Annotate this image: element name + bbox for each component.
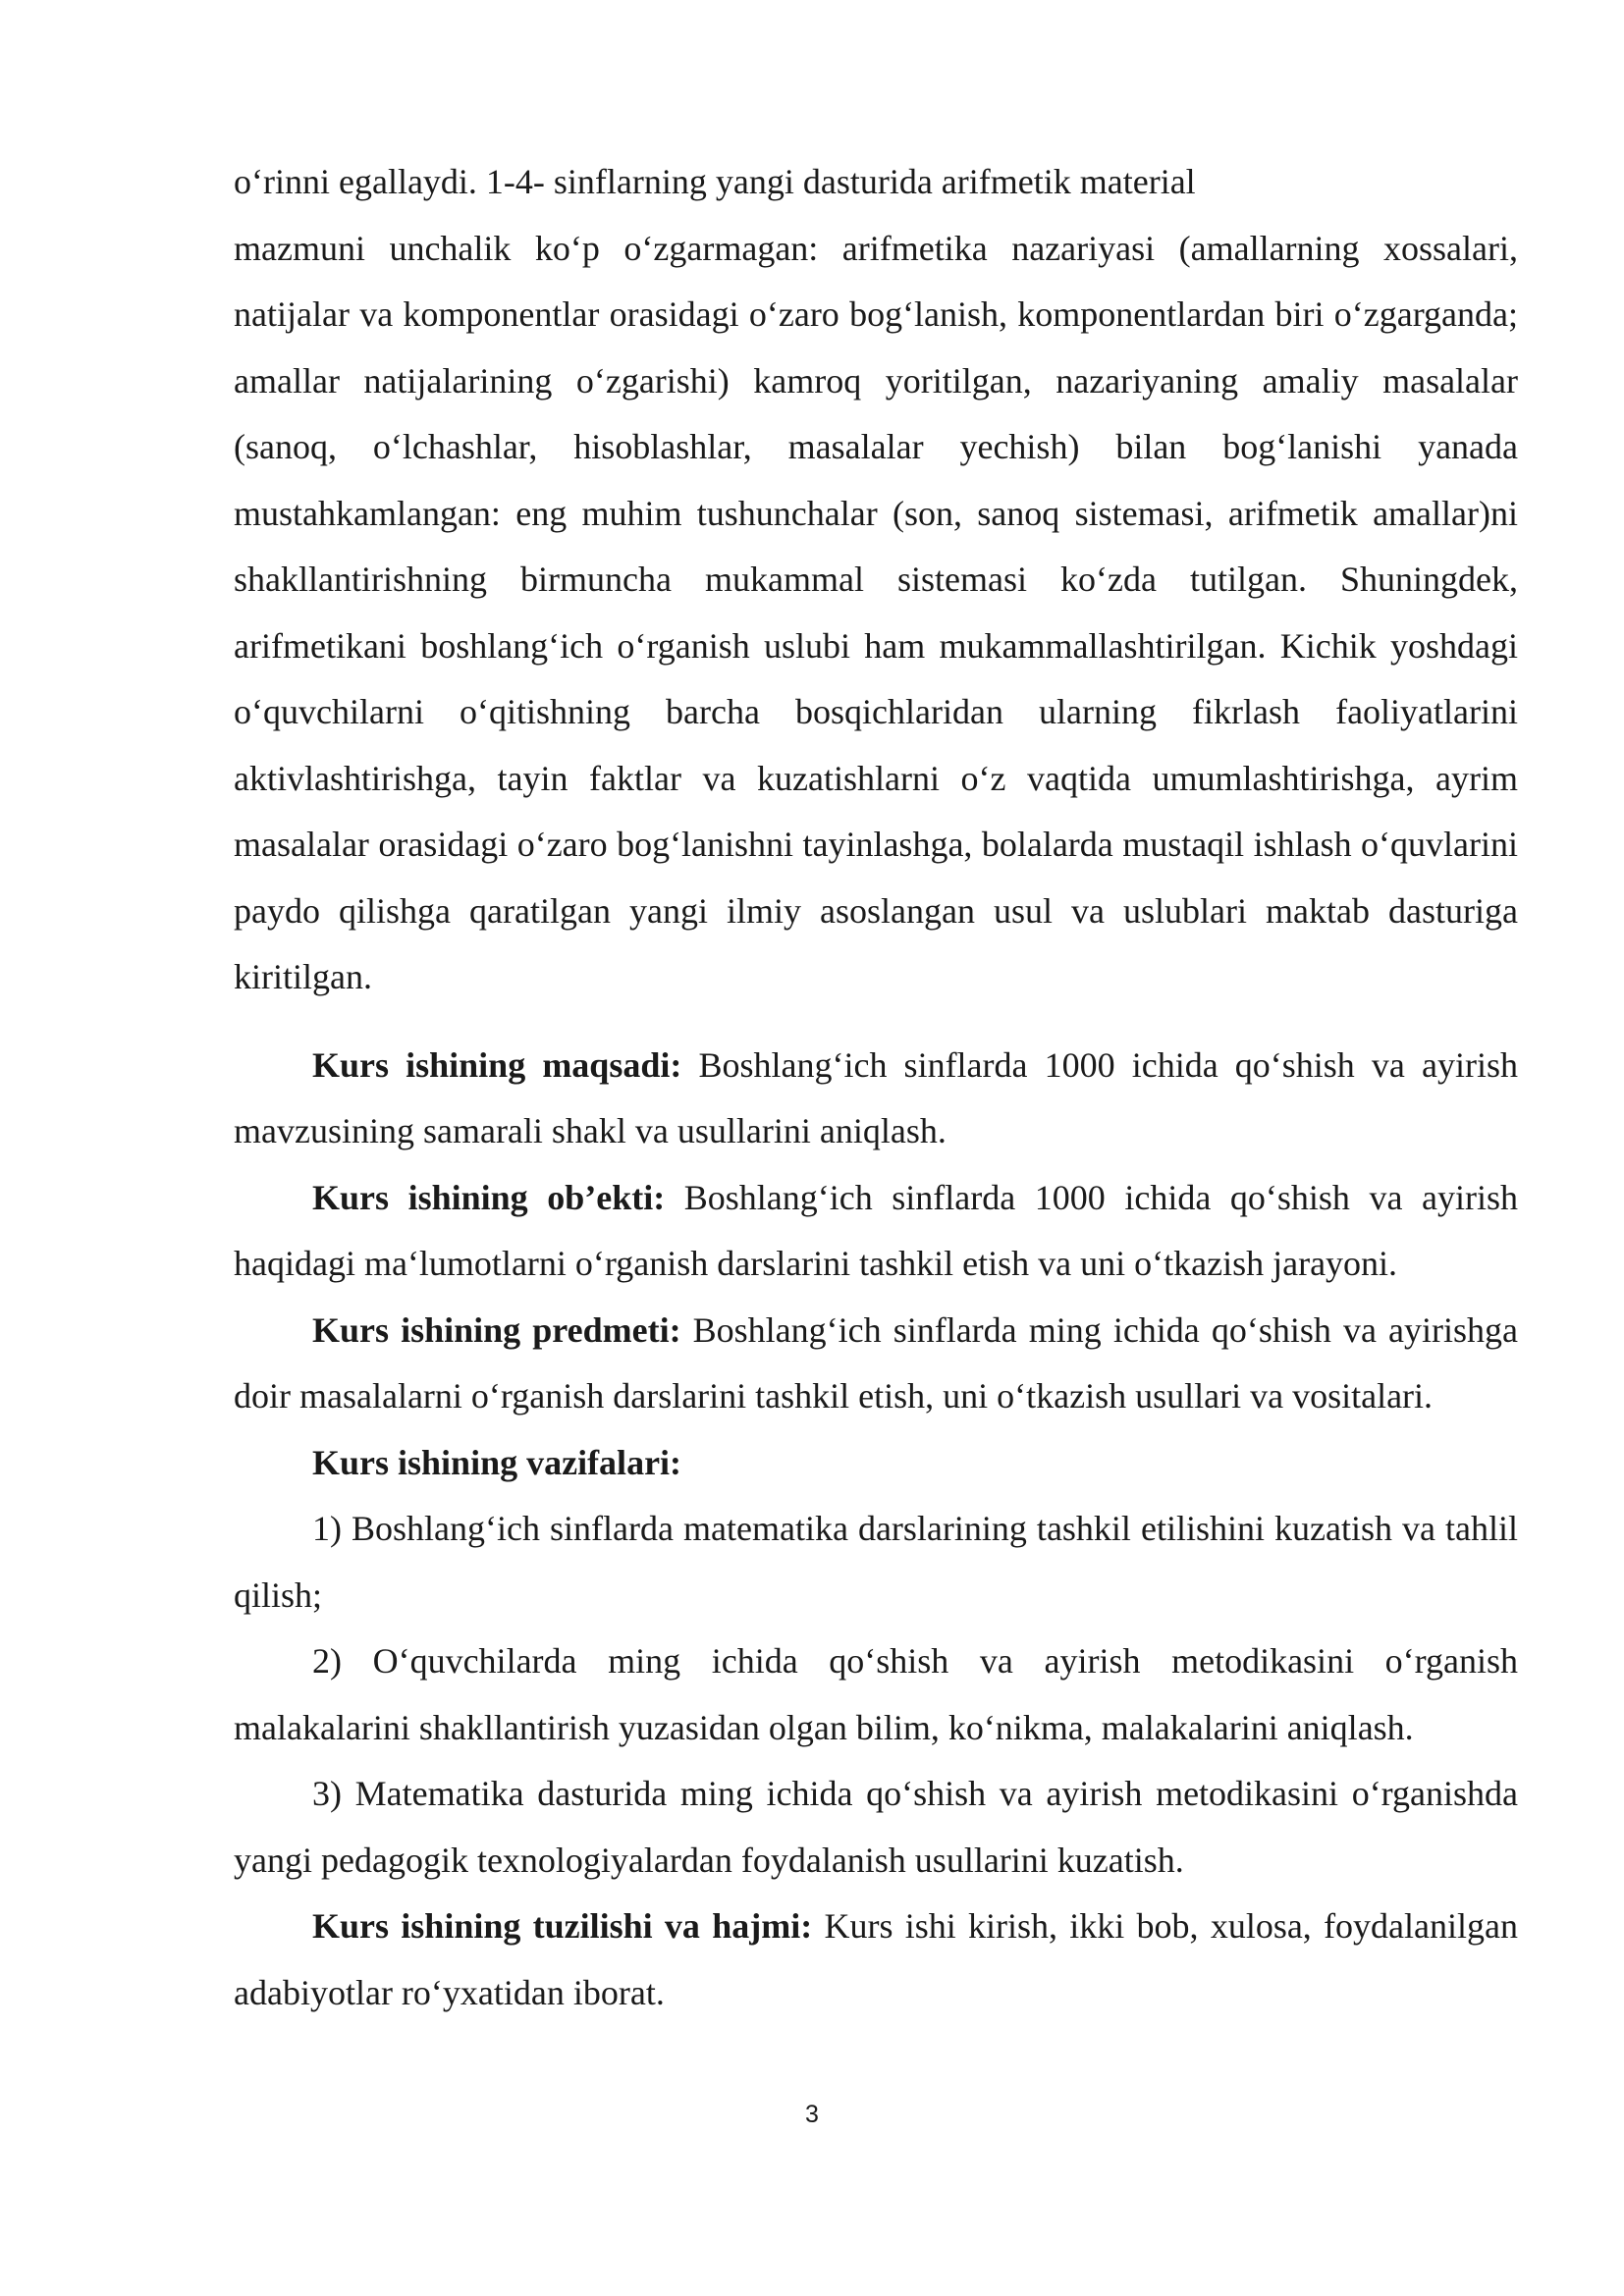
task-item-2: 2) O‘quvchilarda ming ichida qo‘shish va ayirish metodikasini o‘rganish malakalarini shakllantirish yuzasidan olgan bilim, ko‘nikma, malakalarini aniqlash. [234, 1641, 1518, 1747]
subject-paragraph [234, 1298, 1518, 1430]
object-label: Kurs ishining ob’ekti: [312, 1177, 666, 1217]
object-text: Boshlang‘ich sinflarda 1000 ichida qo‘shish va ayirish haqidagi ma‘lumotlarni o‘rganish darslarini tashkil etish va uni o‘tkazish jarayoni. [234, 1177, 1518, 1283]
subject-text: Boshlang‘ich sinflarda ming ichida qo‘shish va ayirishga doir masalalarni o‘rganish darslarini tashkil etish, uni o‘tkazish usullari va vositalari. [234, 1309, 1518, 1415]
goal-paragraph [234, 1033, 1518, 1165]
structure-label: Kurs ishining tuzilishi va hajmi: [312, 1906, 813, 1946]
goal-label: Kurs ishining maqsadi: [312, 1044, 682, 1085]
intro-paragraph: mazmuni unchalik ko‘p o‘zgarmagan: arifmetika nazariyasi (amallarning xossalari, natijalar va komponentlar orasidagi o‘zaro bog‘lanish, komponentlardan biri o‘zgarganda; amallar natijalarining o‘zgarishi) kamroq yoritilgan, nazariyaning amaliy masalalar (sanoq, o‘lchashlar, hisoblashlar, masalalar yechish) bilan bog‘lanishi yanada mustahkamlangan: eng muhim tushunchalar (son, sanoq sistemasi, arifmetik amallar)ni shakllantirishning birmuncha mukammal sistemasi ko‘zda tutilgan. Shuningdek, arifmetikani boshlang‘ich o‘rganish uslubi ham mukammallashtirilgan. Kichik yoshdagi o‘quvchilarni o‘qitishning barcha bosqichlaridan ularning fikrlash faoliyatlarini aktivlashtirishga, tayin faktlar va kuzatishlarni o‘z vaqtida umumlashtirishga, ayrim masalalar orasidagi o‘zaro bog‘lanishni tayinlashga, bolalarda mustaqil ishlash o‘quvlarini paydo qilishga qaratilgan yangi ilmiy asoslangan usul va uslublari maktab dasturiga kiritilgan. [234, 228, 1518, 996]
task-item-1: 1) Boshlang‘ich sinflarda matematika darslarining tashkil etilishini kuzatish va tahlil qilish; [234, 1509, 1518, 1615]
structure-text: Kurs ishi kirish, ikki bob, xulosa, foydalanilgan adabiyotlar ro‘yxatidan iborat. [234, 1906, 1519, 2012]
page-number: 3 [805, 2101, 819, 2128]
structure-paragraph [234, 1894, 1518, 2026]
tasks-heading [234, 1430, 1518, 1497]
task-item-3: 3) Matematika dasturida ming ichida qo‘shish va ayirish metodikasini o‘rganishda yangi pedagogik texnologiyalardan foydalanish usullarini kuzatish. [234, 1774, 1518, 1880]
object-paragraph [234, 1165, 1518, 1298]
tasks-label: Kurs ishining vazifalari: [312, 1442, 682, 1482]
goal-text: Boshlang‘ich sinflarda 1000 ichida qo‘shish va ayirish mavzusining samarali shakl va usullarini aniqlash. [234, 1044, 1518, 1150]
intro-first-line: o‘rinni egallaydi. 1-4- sinflarning yangi dasturida arifmetik material [234, 162, 1196, 201]
subject-label: Kurs ishining predmeti: [312, 1309, 681, 1350]
document-page [234, 149, 1518, 2026]
